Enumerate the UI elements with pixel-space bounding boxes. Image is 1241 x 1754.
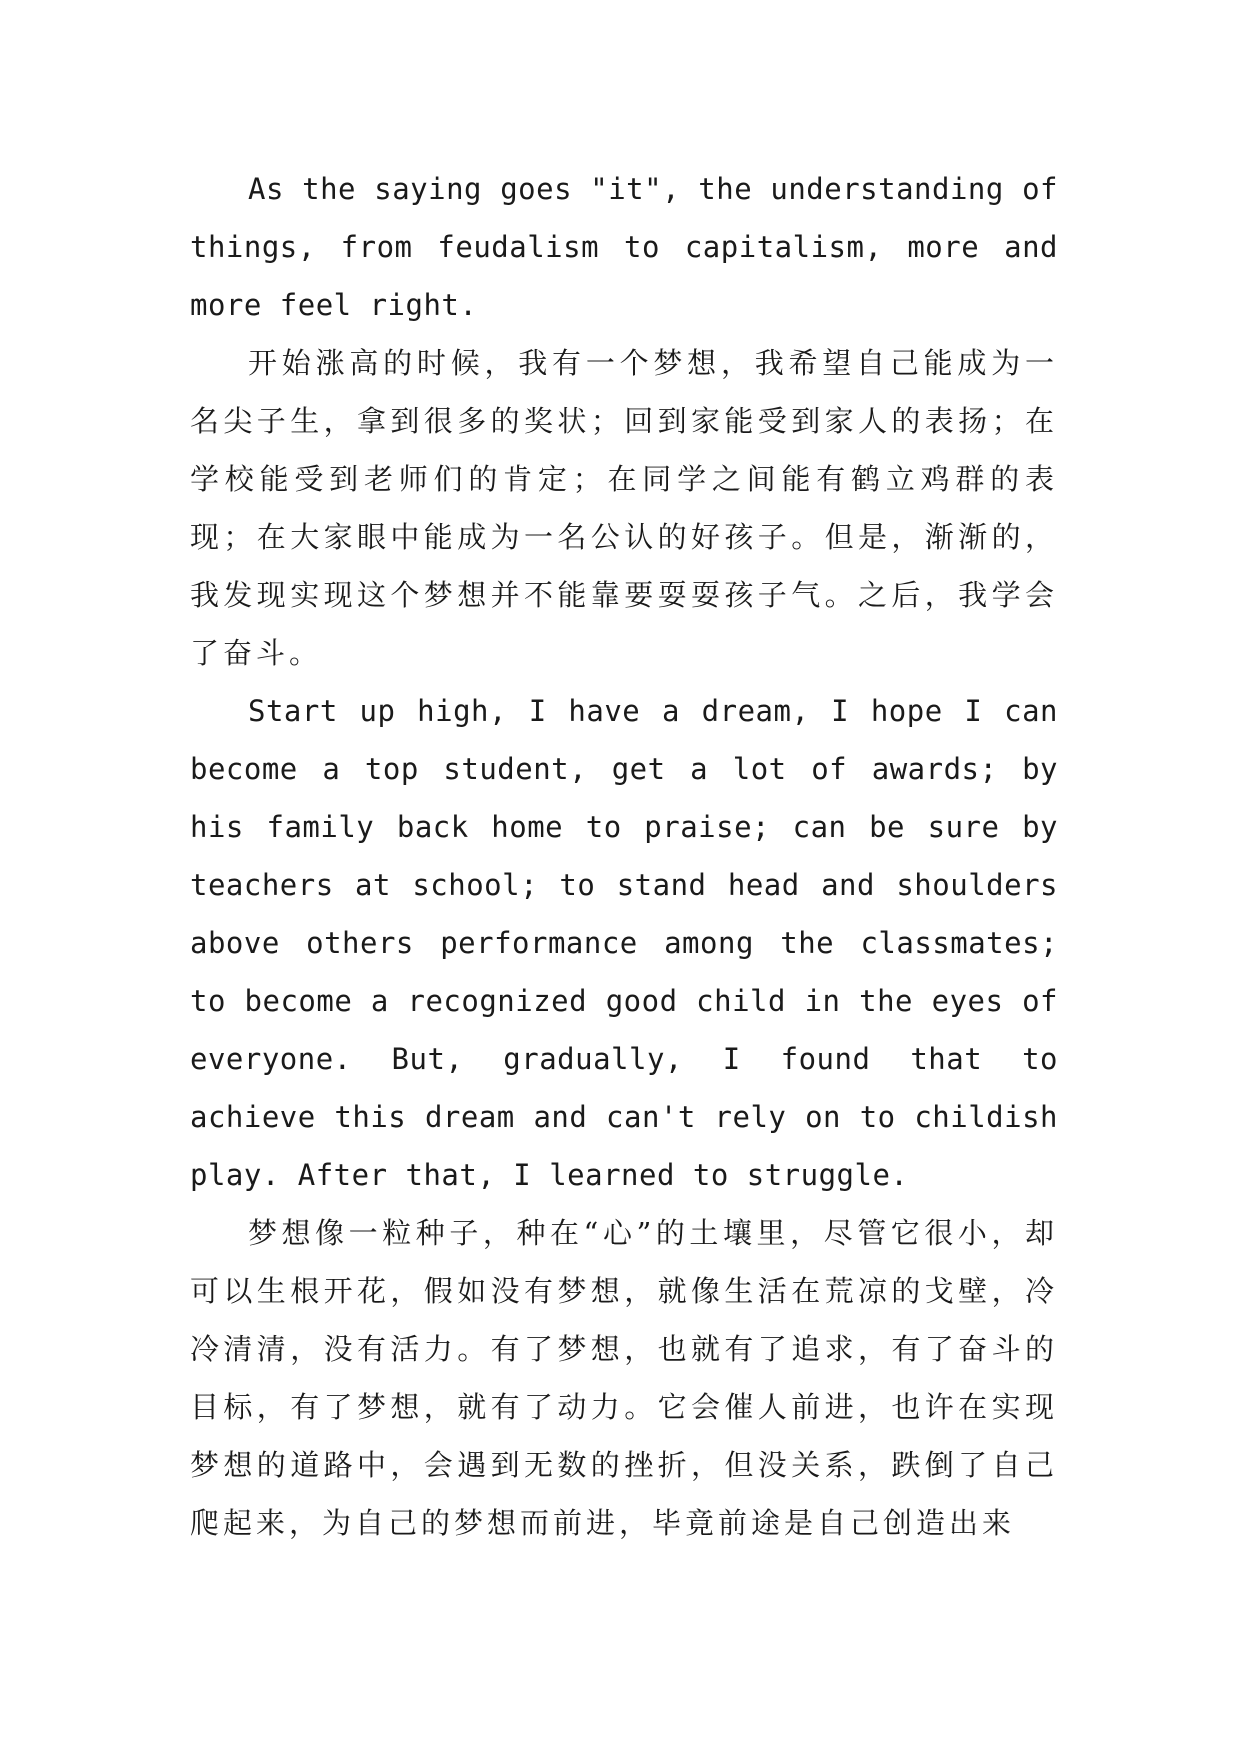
paragraph-chinese-1: 开始涨高的时候，我有一个梦想，我希望自己能成为一名尖子生，拿到很多的奖状；回到家能受到家人的表扬；在学校能受到老师们的肯定；在同学之间能有鹤立鸡群的表现；在大家眼中能成为一名公认的好孩子。但是，渐渐的，我发现实现这个梦想并不能靠要耍耍孩子气。之后，我学会了奋斗。 — [190, 346, 1058, 670]
paragraph-english-1: As the saying goes "it", the understanding of things, from feudalism to capitalism, more and more feel right. — [190, 172, 1058, 322]
paragraph-chinese-2: 梦想像一粒种子，种在“心”的土壤里，尽管它很小，却可以生根开花，假如没有梦想，就像生活在荒凉的戈壁，冷冷清清，没有活力。有了梦想，也就有了追求，有了奋斗的目标，有了梦想，就有了动力。它会催人前进，也许在实现梦想的道路中，会遇到无数的挫折，但没关系，跌倒了自己爬起来，为自己的梦想而前进，毕竟前途是自己创造出来 — [190, 1216, 1058, 1540]
document-body — [190, 160, 1058, 1552]
paragraph-english-2: Start up high, I have a dream, I hope I can become a top student, get a lot of awards; by his family back home to praise; can be sure by teachers at school; to stand head and shoulders above others performance among the classmates; to become a recognized good child in the eyes of everyone. But, gradually, I found that to achieve this dream and can't rely on to childish play. After that, I learned to struggle. — [190, 694, 1058, 1192]
